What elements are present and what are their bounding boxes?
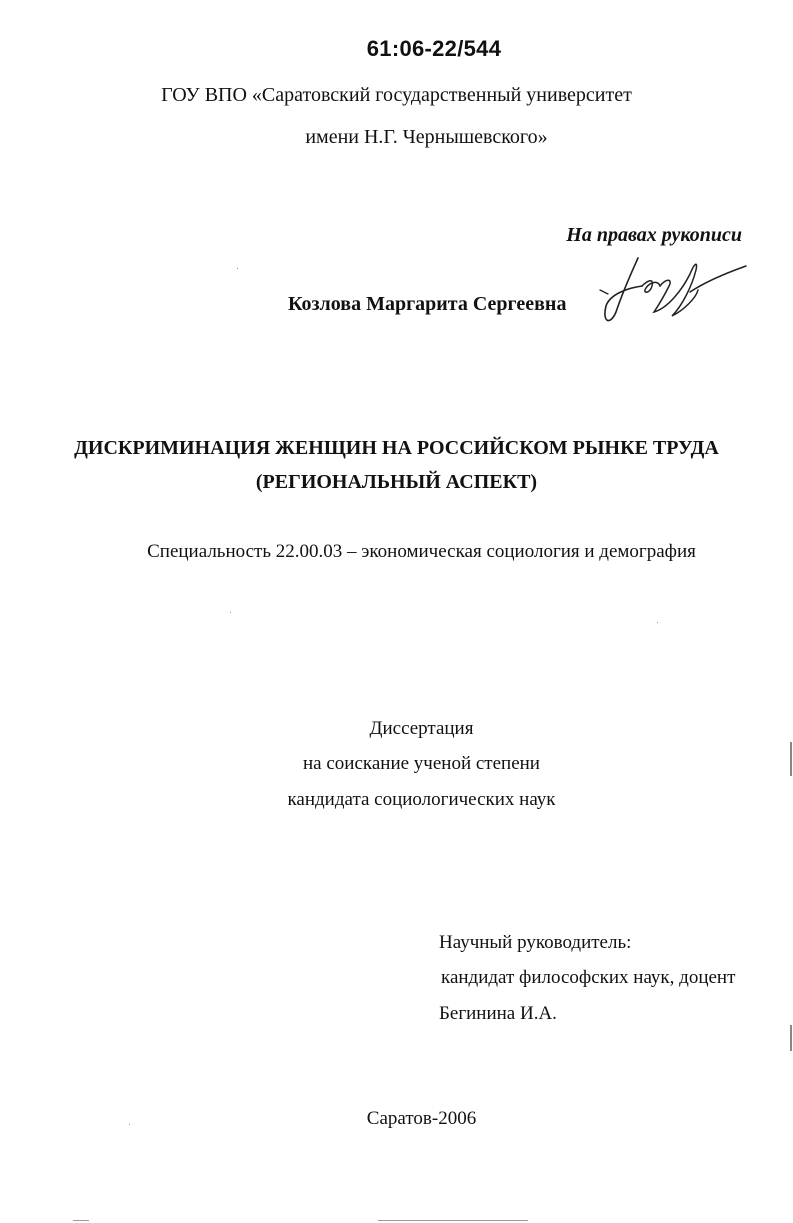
- scan-speck: [129, 1124, 130, 1125]
- institution-line-2: имени Н.Г. Чернышевского»: [305, 126, 548, 148]
- scan-speck: [237, 268, 238, 269]
- supervisor-name: Бегинина И.А.: [439, 1003, 557, 1024]
- scan-speck: [378, 1220, 528, 1221]
- specialty: Специальность 22.00.03 – экономическая социология и демография: [147, 541, 696, 562]
- supervisor-degree: кандидат философских наук, доцент: [441, 967, 736, 988]
- title-line-1: ДИСКРИМИНАЦИЯ ЖЕНЩИН НА РОССИЙСКОМ РЫНКЕ ТРУДА: [74, 437, 719, 459]
- signature-icon: [598, 250, 748, 330]
- dissertation-line-3: кандидата социологических наук: [287, 789, 556, 810]
- scan-edge-mark: [790, 742, 792, 776]
- author-name: Козлова Маргарита Сергеевна: [288, 293, 567, 315]
- scan-edge-mark: [790, 1025, 792, 1051]
- city-year: Саратов-2006: [366, 1108, 477, 1129]
- dissertation-line-1: Диссертация: [369, 718, 474, 739]
- scan-speck: [73, 1220, 89, 1221]
- catalog-code: 61:06-22/544: [366, 36, 502, 61]
- institution-line-1: ГОУ ВПО «Саратовский государственный университет: [161, 84, 632, 106]
- scan-speck: [230, 612, 231, 613]
- scan-speck: [657, 622, 658, 623]
- manuscript-note: На правах рукописи: [566, 224, 742, 246]
- supervisor-label: Научный руководитель:: [439, 932, 632, 953]
- title-line-2: (РЕГИОНАЛЬНЫЙ АСПЕКТ): [255, 471, 538, 493]
- dissertation-line-2: на соискание ученой степени: [303, 753, 540, 774]
